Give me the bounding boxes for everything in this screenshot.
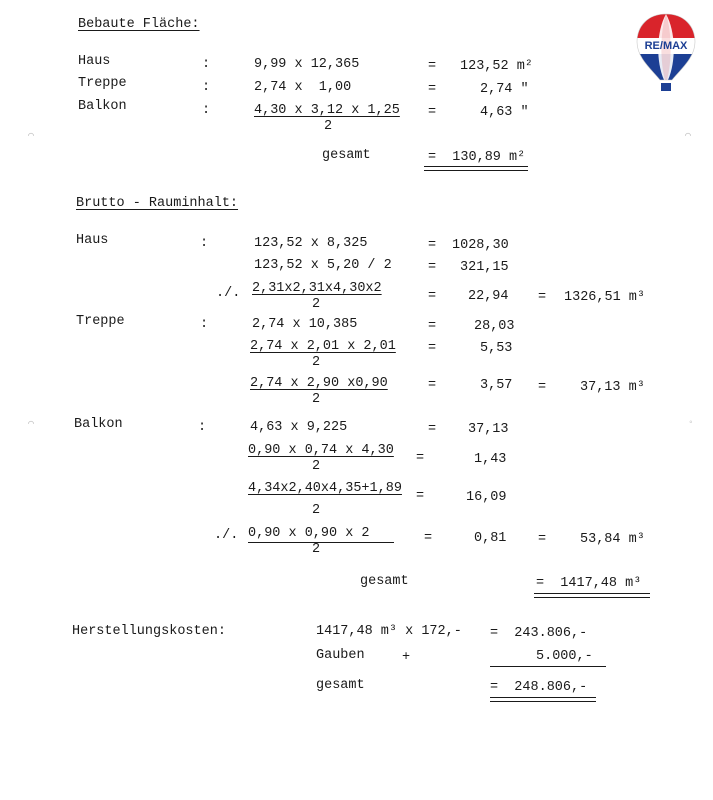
value: 1028,30 — [452, 238, 509, 253]
value: = 243.806,- — [490, 626, 588, 641]
colon: : — [200, 236, 209, 251]
value: 37,13 — [468, 422, 509, 437]
value: 123,52 m² — [460, 59, 533, 74]
fraction-line — [248, 542, 394, 543]
equals: = — [428, 238, 437, 253]
equals: = — [428, 341, 437, 356]
equals: = — [416, 451, 425, 466]
equals: = — [538, 532, 547, 547]
scan-mark: ⌒ — [28, 419, 35, 430]
calculation: 123,52 x 8,325 — [254, 236, 368, 251]
denominator: 2 — [312, 355, 321, 370]
equals: = — [428, 422, 437, 437]
minus-sign: ./. — [214, 528, 239, 543]
heading-brutto-rauminhalt: Brutto - Rauminhalt: — [76, 196, 239, 211]
double-underline — [490, 697, 596, 698]
equals: = — [428, 59, 437, 74]
equals: = — [428, 82, 437, 97]
double-underline — [424, 170, 528, 171]
calculation: 2,74 x 2,90 x0,90 — [250, 376, 388, 391]
group-label-treppe: Treppe — [76, 314, 125, 329]
denominator: 2 — [312, 459, 321, 474]
value: 1,43 — [474, 452, 507, 467]
denominator: 2 — [312, 542, 321, 557]
colon: : — [198, 420, 207, 435]
calculation: 2,74 x 2,01 x 2,01 — [250, 339, 396, 354]
calculation: 0,90 x 0,90 x 2 — [248, 526, 370, 541]
colon: : — [202, 80, 211, 95]
equals: = — [424, 531, 433, 546]
value: 22,94 — [468, 289, 509, 304]
total-label: gesamt — [316, 678, 365, 693]
colon: : — [202, 103, 211, 118]
row-label: Balkon — [78, 99, 127, 114]
equals: = — [428, 289, 437, 304]
calculation: 123,52 x 5,20 / 2 — [254, 258, 392, 273]
row-label-gauben: Gauben — [316, 648, 365, 663]
calculation: 4,63 x 9,225 — [250, 420, 348, 435]
value: 28,03 — [474, 319, 515, 334]
total-value: = 248.806,- — [490, 680, 588, 695]
calculation: 4,30 x 3,12 x 1,25 — [254, 103, 400, 118]
double-underline — [424, 166, 528, 167]
scan-mark: ⌒ — [685, 131, 692, 142]
double-underline — [534, 597, 650, 598]
value: 321,15 — [460, 260, 509, 275]
denominator: 2 — [312, 297, 321, 312]
equals: = — [416, 489, 425, 504]
value: 0,81 — [474, 531, 507, 546]
equals: = — [538, 290, 547, 305]
plus-sign: + — [402, 650, 411, 665]
calculation: 1417,48 m³ x 172,- — [316, 624, 462, 639]
calculation: 2,74 x 1,00 — [254, 80, 352, 95]
value: 4,63 " — [480, 105, 529, 120]
total-label: gesamt — [322, 148, 371, 163]
subtotal: 1326,51 m³ — [564, 290, 646, 305]
remax-balloon-logo — [634, 12, 698, 96]
value: 2,74 " — [480, 82, 529, 97]
equals: = — [538, 380, 547, 395]
value: 16,09 — [466, 490, 507, 505]
calculation: 2,31x2,31x4,30x2 — [252, 281, 382, 296]
row-label: Treppe — [78, 76, 127, 91]
sum-line — [490, 666, 606, 667]
scan-mark: ◦ — [688, 418, 695, 429]
total-label: gesamt — [360, 574, 409, 589]
row-label: Haus — [78, 54, 111, 69]
equals: = — [428, 378, 437, 393]
calculation: 9,99 x 12,365 — [254, 57, 360, 72]
double-underline — [490, 701, 596, 702]
colon: : — [202, 57, 211, 72]
denominator: 2 — [312, 503, 321, 518]
group-label-balkon: Balkon — [74, 417, 123, 432]
group-label-haus: Haus — [76, 233, 109, 248]
equals: = — [428, 260, 437, 275]
total-value: = 130,89 m² — [428, 150, 526, 165]
equals: = — [428, 319, 437, 334]
denominator: 2 — [312, 392, 321, 407]
value: 5,53 — [480, 341, 513, 356]
minus-sign: ./. — [216, 286, 241, 301]
calculation: 4,34x2,40x4,35+1,89 — [248, 481, 402, 496]
denominator: 2 — [324, 119, 333, 134]
colon: : — [200, 317, 209, 332]
value: 5.000,- — [536, 649, 593, 664]
subtotal: 53,84 m³ — [580, 532, 645, 547]
heading-herstellungskosten: Herstellungskosten: — [72, 624, 226, 639]
double-underline — [534, 593, 650, 594]
equals: = — [428, 105, 437, 120]
remax-logo-text: RE/MAX — [644, 40, 688, 52]
calculation: 0,90 x 0,74 x 4,30 — [248, 443, 394, 458]
subtotal: 37,13 m³ — [580, 380, 645, 395]
total-value: = 1417,48 m³ — [536, 576, 642, 591]
value: 3,57 — [480, 378, 513, 393]
heading-bebaute-flaeche: Bebaute Fläche: — [78, 17, 200, 32]
scan-mark: ⌒ — [28, 131, 35, 142]
calculation: 2,74 x 10,385 — [252, 317, 358, 332]
